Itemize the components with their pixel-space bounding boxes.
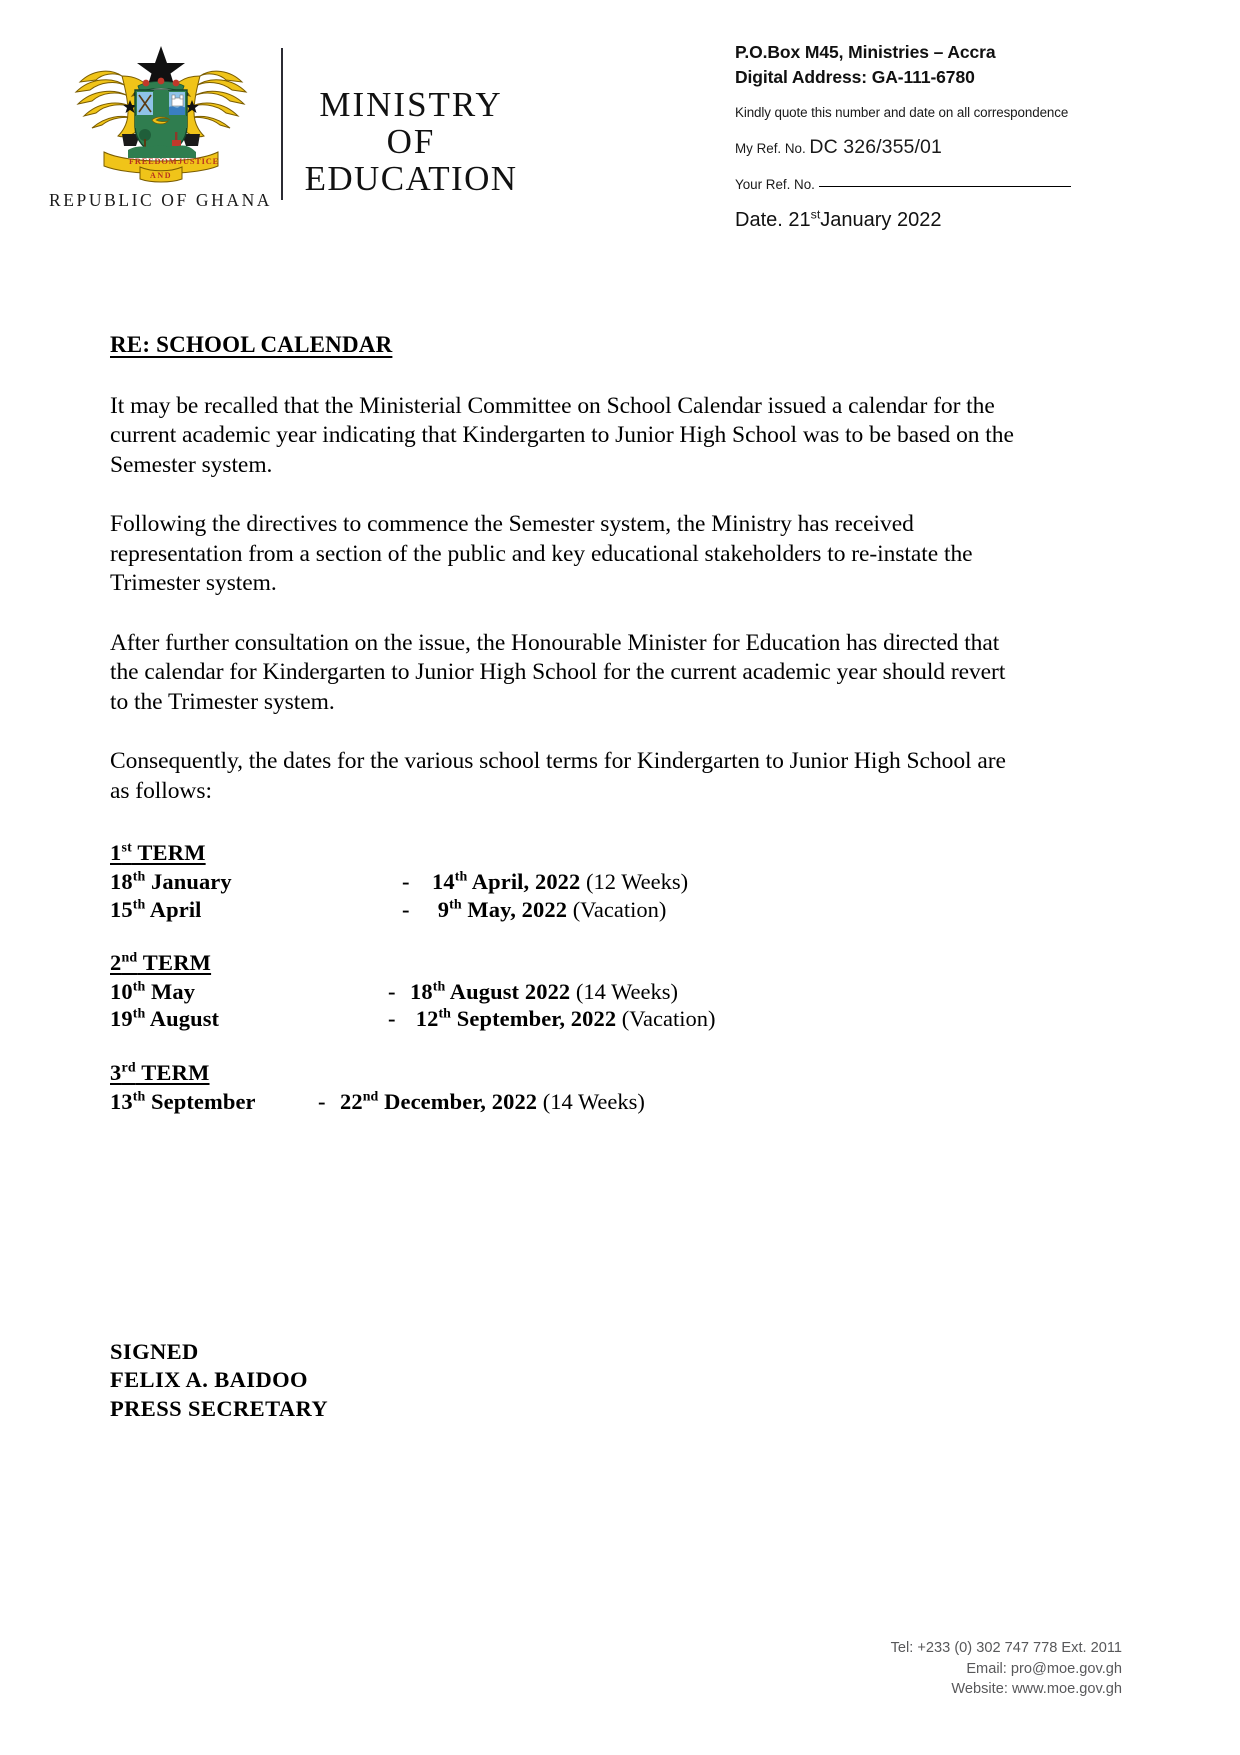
my-ref-value: DC 326/355/01 — [809, 135, 942, 158]
postal-address — [735, 40, 1135, 90]
date-label: Date. — [735, 208, 783, 231]
paragraph-2: Following the directives to commence the Semester system, the Ministry has received representation from a section of the public and key educational stakeholders to re-instate the Trimester system. — [110, 511, 973, 597]
your-ref-row — [735, 177, 1135, 192]
signature-block — [110, 1338, 328, 1423]
motto-and: AND — [149, 171, 172, 180]
ghana-coat-of-arms-block — [48, 34, 273, 211]
date-row — [735, 209, 1135, 232]
date-rest: January 2022 — [820, 208, 942, 231]
term-2-row-1-dash: - — [388, 978, 396, 1004]
footer-tel: Tel: +233 (0) 302 747 778 Ext. 2011 — [890, 1640, 1122, 1656]
term-1-row-1-note: (12 Weeks) — [580, 869, 689, 895]
term-2-row-2-end: 12th September, 2022 — [415, 1006, 617, 1032]
footer-website[interactable]: Website: www.moe.gov.gh — [951, 1681, 1122, 1698]
letter-body — [110, 332, 1015, 1115]
term-1-title: 1st TERM — [110, 840, 206, 866]
term-2-row-1-start: 10th May — [110, 978, 196, 1004]
term-1-row-2-end: 9th May, 2022 — [437, 896, 568, 922]
term-2-ordinal: nd — [121, 950, 138, 966]
logo-divider — [281, 48, 283, 200]
motto-justice: JUSTICE — [177, 157, 219, 166]
wordmark-line-3: EDUCATION — [304, 159, 518, 199]
term-3-row-1-start: 13th September — [110, 1088, 256, 1114]
term-1-row-2-note: (Vacation) — [567, 896, 667, 922]
term-2-row-1-note: (14 Weeks) — [570, 978, 679, 1004]
ghana-coat-of-arms-icon — [66, 34, 256, 186]
term-dates-list — [110, 840, 1015, 1115]
motto-freedom: FREEDOM — [128, 157, 177, 166]
your-ref-blank-line[interactable] — [819, 186, 1071, 187]
term-1-row-1-start: 18th January — [110, 869, 232, 895]
ministry-of-education-wordmark — [296, 86, 526, 197]
quote-instruction-note: Kindly quote this number and date on all correspondence — [735, 104, 1069, 120]
footer-email[interactable]: Email: pro@moe.gov.gh — [966, 1660, 1122, 1677]
footer-contact-block — [891, 1638, 1122, 1700]
term-2-row-2-note: (Vacation) — [616, 1006, 716, 1032]
address-line-1: P.O.Box M45, Ministries – Accra — [735, 42, 996, 62]
paragraph-3: After further consultation on the issue, the Honourable Minister for Education has directed that the calendar for Kindergarten to Junior High School for the current academic year should revert to the Trimester system. — [110, 629, 1006, 715]
my-ref-label: My Ref. No. — [735, 140, 806, 156]
term-3-title: 3rd TERM — [110, 1059, 210, 1085]
term-3-ordinal: rd — [121, 1060, 136, 1076]
signature-signed: SIGNED — [110, 1339, 199, 1364]
paragraph-1: It may be recalled that the Ministerial Committee on School Calendar issued a calendar for the current academic year indicating that Kindergarten to Junior High School was to be based on the Semester system. — [110, 393, 1014, 478]
term-1-row-1 — [110, 868, 1015, 895]
subject-heading: RE: SCHOOL CALENDAR — [110, 332, 393, 357]
term-2-row-2-start: 19th August — [110, 1006, 220, 1032]
term-3-row-1 — [110, 1088, 1015, 1115]
letterhead — [0, 0, 1240, 250]
my-ref-row — [735, 136, 1135, 159]
republic-of-ghana-caption: REPUBLIC OF GHANA — [48, 190, 273, 210]
term-1-row-2-start: 15th April — [110, 896, 202, 922]
date-ordinal-suffix: st — [810, 207, 821, 222]
term-1-row-2-dash: - — [402, 896, 410, 922]
term-2-row-2 — [110, 1005, 1015, 1032]
term-3-row-1-note: (14 Weeks) — [537, 1088, 645, 1114]
date-day: 21 — [788, 208, 811, 231]
wordmark-line-2: OF — [386, 122, 436, 162]
signature-name: FELIX A. BAIDOO — [110, 1367, 308, 1393]
your-ref-label: Your Ref. No. — [735, 176, 815, 192]
term-1-ordinal: st — [121, 840, 132, 856]
term-2-row-2-dash: - — [388, 1006, 396, 1032]
signature-title: PRESS SECRETARY — [110, 1395, 328, 1421]
reference-block — [735, 40, 1135, 232]
address-line-2: Digital Address: GA-111-6780 — [735, 66, 975, 87]
term-2-title: 2nd TERM — [110, 949, 212, 975]
term-block-1 — [110, 840, 1015, 923]
wordmark-line-1: MINISTRY — [319, 85, 503, 124]
paragraph-4: Consequently, the dates for the various school terms for Kindergarten to Junior High School are as follows: — [110, 748, 1006, 804]
term-block-2 — [110, 950, 1015, 1033]
term-3-row-1-dash: - — [318, 1088, 326, 1114]
term-1-row-2 — [110, 896, 1015, 923]
term-1-row-1-dash: - — [402, 869, 410, 895]
term-2-row-1-end: 18th August 2022 — [410, 978, 571, 1004]
term-3-row-1-end: 22nd December, 2022 — [340, 1088, 538, 1114]
term-2-row-1 — [110, 978, 1015, 1005]
term-1-row-1-end: 14th April, 2022 — [432, 869, 581, 895]
term-block-3 — [110, 1060, 1015, 1115]
